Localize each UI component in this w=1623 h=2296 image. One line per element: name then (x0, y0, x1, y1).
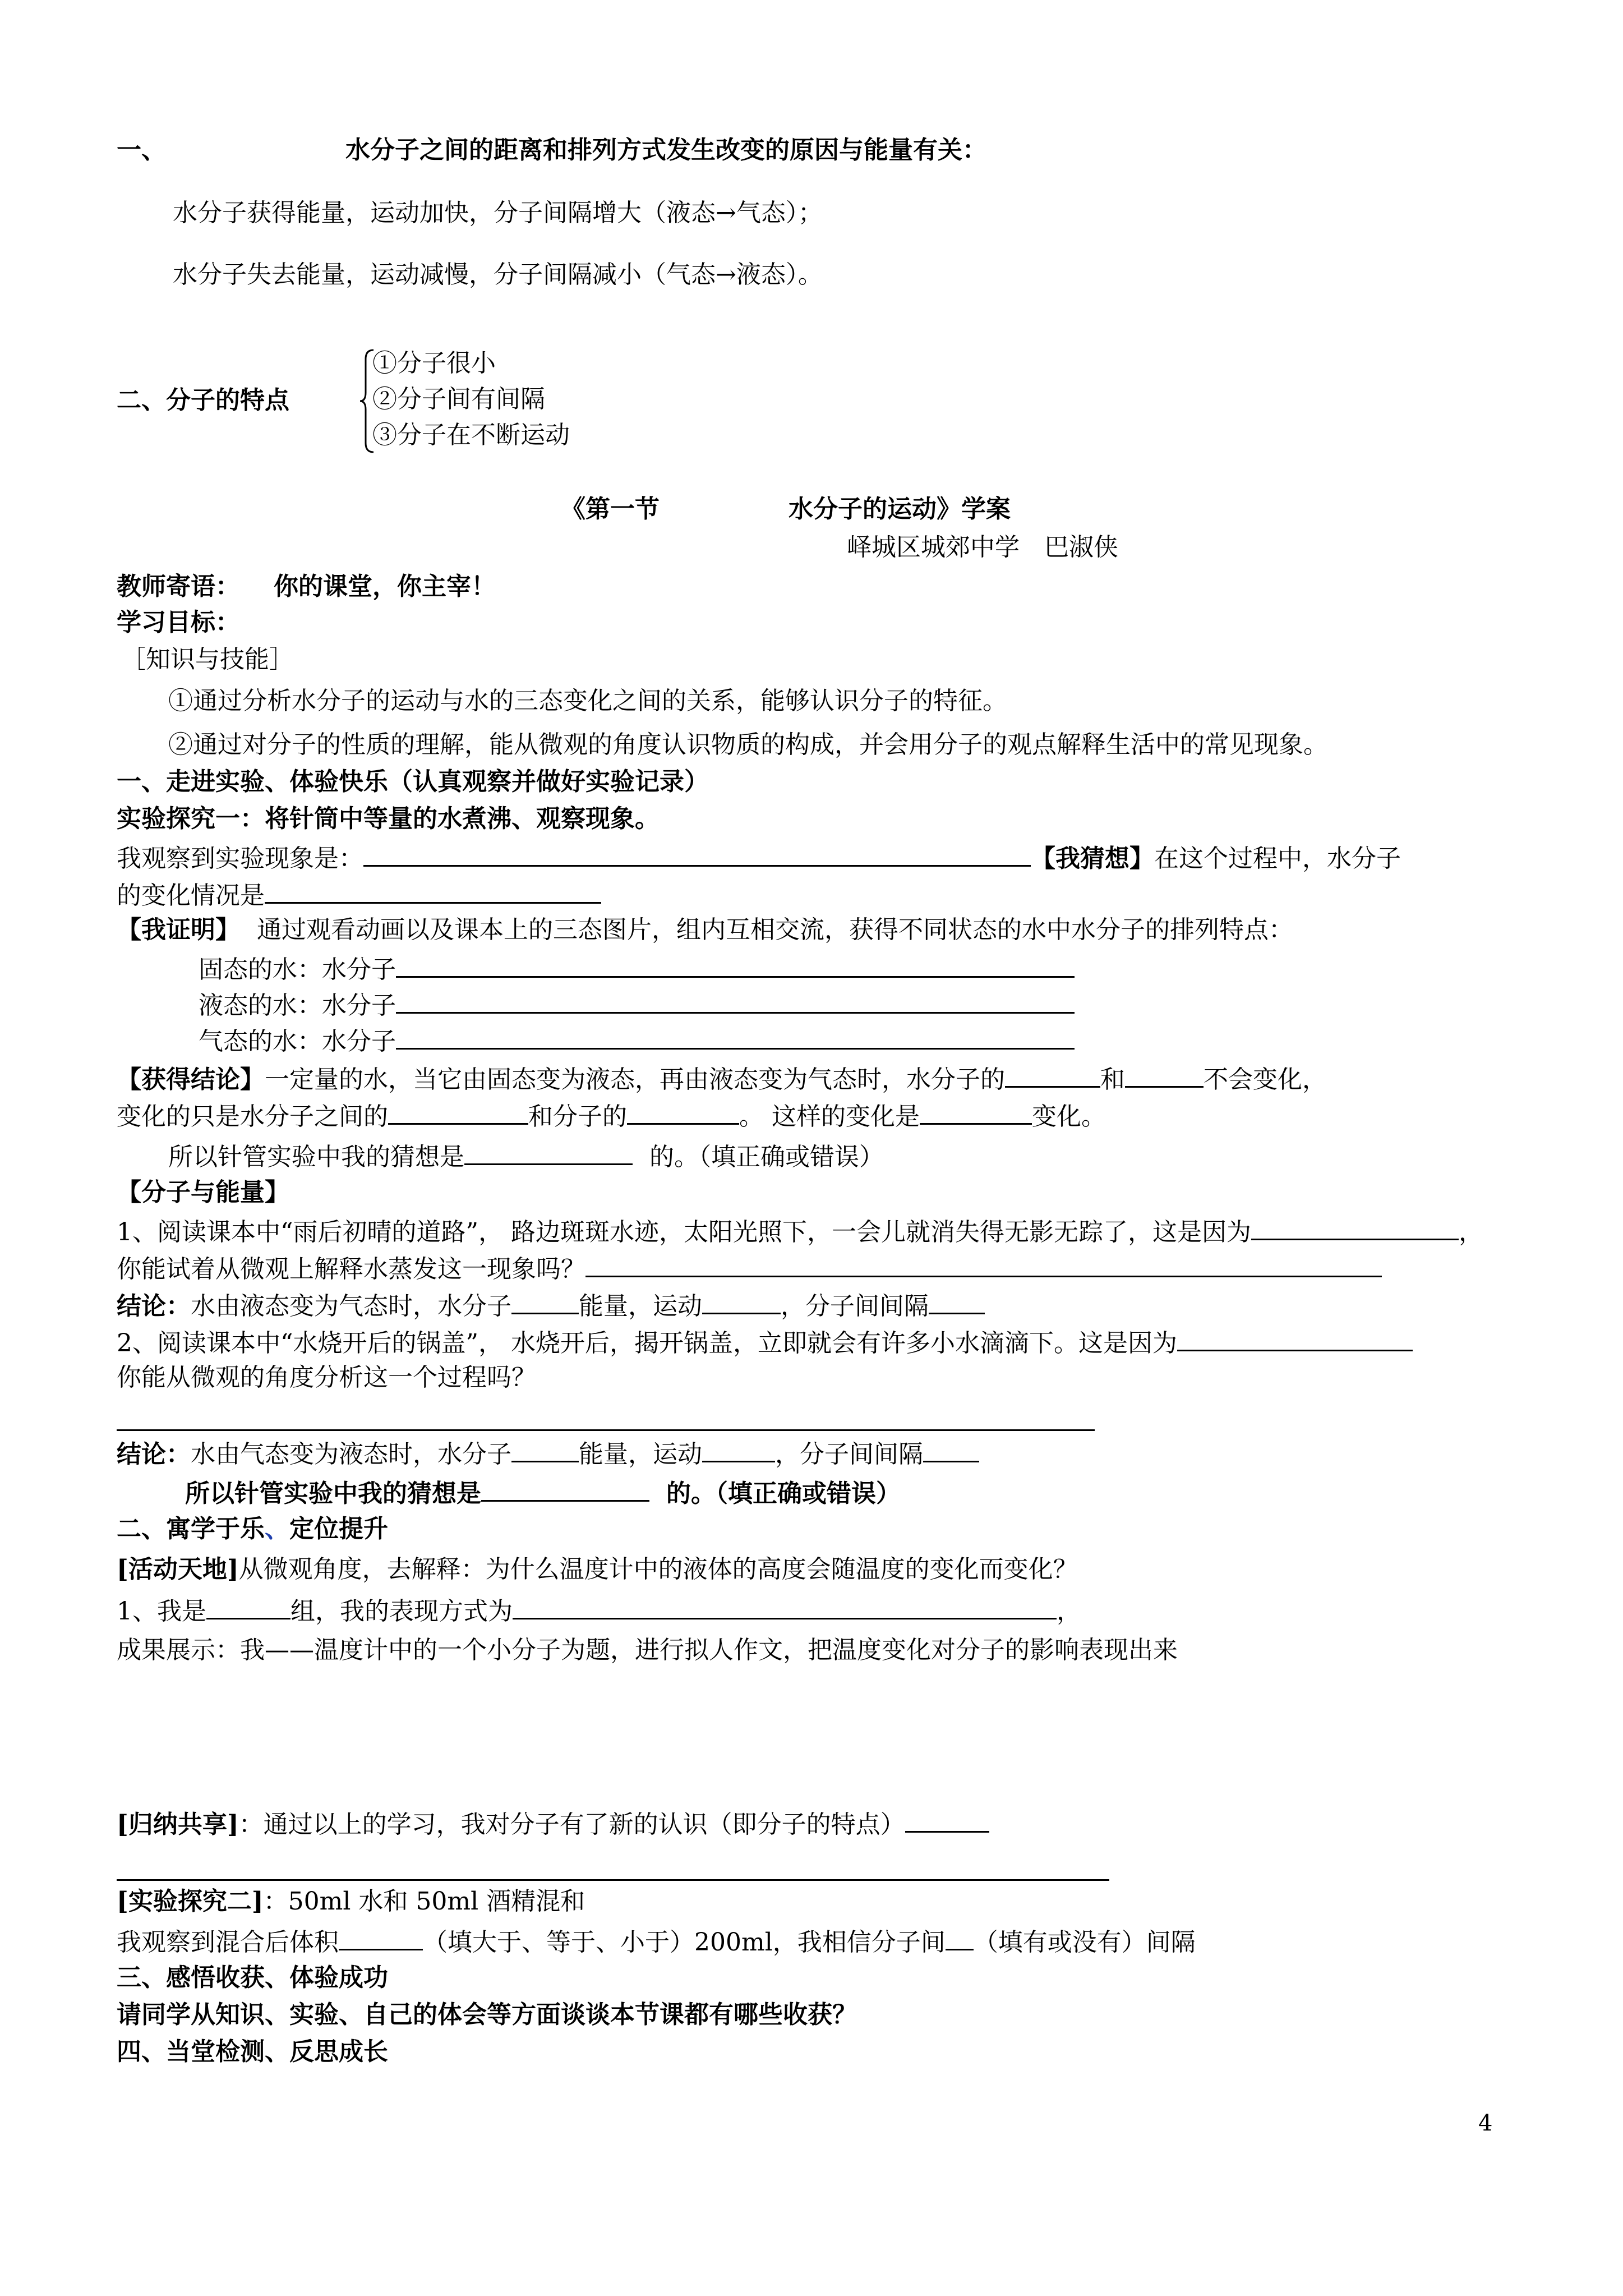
conclusion2-blank-1[interactable] (388, 1098, 528, 1125)
teacher-message-text: 你的课堂，你主宰！ (274, 572, 496, 601)
guess-text: 在这个过程中，水分子 (1154, 844, 1401, 873)
summary-answer-line[interactable] (117, 1879, 1109, 1881)
summary-line (117, 1806, 989, 1841)
guess-line2 (117, 877, 601, 912)
energy-q1b (117, 1251, 1382, 1285)
observe-label: 我观察到实验现象是： (117, 844, 363, 873)
energy-q2-text: 2、阅读课本中“水烧开后的锅盖”， 水烧开后，揭开锅盖，立即就会有许多小水滴滴下。这是因为 (117, 1329, 1177, 1358)
teacher-message-label: 教师寄语： (117, 572, 240, 601)
guess-verdict-blank[interactable] (464, 1139, 633, 1165)
conclusion-evaporation-blank-1[interactable] (511, 1288, 579, 1314)
feature-item-3: ③分子在不断运动 (372, 421, 570, 449)
goal-1: ①通过分析水分子的运动与水的三态变化之间的关系，能够认识分子的特征。 (168, 687, 1007, 715)
part3-heading: 三、感悟收获、体验成功 (117, 1963, 388, 1992)
conclusion-condensation-label: 结论： (117, 1440, 191, 1469)
guess-verdict2-text-a: 所以针管实验中我的猜想是 (185, 1479, 481, 1508)
conclusion-text-b: 和 (1100, 1065, 1125, 1094)
state-liquid (199, 987, 1075, 1022)
teacher-message (117, 571, 496, 602)
section1-line2: 水分子失去能量，运动减慢，分子间隔减小（气态→液态）。 (173, 260, 823, 289)
conclusion-tag: 【获得结论】 (117, 1065, 265, 1094)
experiment2-observe-a: 我观察到混合后体积 (117, 1928, 339, 1957)
results-show: 成果展示：我——温度计中的一个小分子为题，进行拟人作文，把温度变化对分子的影响表现出来 (117, 1636, 1178, 1664)
presentation-blank[interactable] (513, 1593, 1057, 1619)
experiment2-text: ：50ml 水和 50ml 酒精混和 (263, 1887, 585, 1916)
part2-heading-sep: 、 (265, 1515, 289, 1543)
guess-tag: 【我猜想】 (1031, 844, 1154, 873)
guess-verdict2-text-b: 的。（填正确或错误） (666, 1479, 901, 1508)
state-solid-label: 固态的水：水分子 (199, 955, 396, 984)
conclusion2-text-b: 和分子的 (528, 1102, 627, 1131)
energy-q2b: 你能从微观的角度分析这一个过程吗？ (117, 1363, 536, 1392)
volume-blank[interactable] (339, 1924, 423, 1950)
conclusion-line1 (117, 1061, 1327, 1096)
state-gas-label: 气态的水：水分子 (199, 1027, 396, 1056)
conclusion-condensation-text-c: ，分子间间隔 (775, 1440, 923, 1469)
experiment2-tag: [实验探究二] (117, 1887, 264, 1916)
state-liquid-blank[interactable] (396, 987, 1075, 1014)
conclusion-blank-2[interactable] (1125, 1061, 1204, 1088)
goals-subheading: ［知识与技能］ (121, 645, 294, 674)
conclusion-evaporation (117, 1288, 985, 1322)
part2-heading-b: 定位提升 (289, 1515, 388, 1543)
state-solid-blank[interactable] (396, 951, 1075, 978)
feature-item-2: ②分子间有间隔 (372, 385, 545, 413)
summary-blank[interactable] (905, 1806, 989, 1833)
energy-q1-blank[interactable] (1251, 1214, 1459, 1240)
conclusion-evaporation-blank-2[interactable] (702, 1288, 781, 1314)
part2-heading (117, 1513, 388, 1545)
conclusion2-text-d: 变化。 (1032, 1102, 1106, 1131)
guess-verdict2-blank[interactable] (481, 1475, 649, 1502)
activity-text: 从微观角度，去解释：为什么温度计中的液体的高度会随温度的变化而变化？ (238, 1555, 1078, 1584)
group-blank[interactable] (206, 1593, 291, 1619)
goals-label: 学习目标： (117, 608, 240, 637)
conclusion2-text-c: 。 这样的变化是 (739, 1102, 920, 1131)
state-solid (199, 951, 1075, 986)
gap-blank[interactable] (946, 1924, 974, 1950)
experiment2-observe (117, 1924, 1196, 1958)
conclusion-text-c: 不会变化， (1204, 1065, 1327, 1094)
section2-title: 二、分子的特点 (117, 386, 289, 415)
conclusion-evaporation-text-c: ，分子间间隔 (781, 1292, 929, 1320)
conclusion-condensation-blank-2[interactable] (702, 1436, 775, 1462)
energy-q1b-text: 你能试着从微观上解释水蒸发这一现象吗？ (117, 1255, 585, 1283)
energy-q2 (117, 1325, 1413, 1359)
conclusion-evaporation-text-b: 能量，运动 (579, 1292, 702, 1320)
experiment1-title: 实验探究一：将针筒中等量的水煮沸、观察现象。 (117, 804, 660, 833)
guess-verdict-line (168, 1139, 884, 1173)
energy-q1-text: 1、阅读课本中“雨后初晴的道路”， 路边斑斑水迹，太阳光照下，一会儿就消失得无影无踪了，这是因为 (117, 1218, 1251, 1246)
energy-q2-blank[interactable] (1177, 1325, 1413, 1351)
lesson-title-part1: 《第一节 (561, 495, 660, 523)
group-text-a: 1、我是 (117, 1597, 206, 1626)
part1-heading: 一、走进实验、体验快乐（认真观察并做好实验记录） (117, 767, 709, 796)
state-gas (199, 1023, 1075, 1057)
conclusion-evaporation-label: 结论： (117, 1292, 191, 1320)
conclusion-condensation-blank-1[interactable] (511, 1436, 579, 1462)
observe-blank[interactable] (363, 840, 1031, 867)
part3-text: 请同学从知识、实验、自己的体会等方面谈谈本节课都有哪些收获？ (117, 2000, 857, 2029)
state-gas-blank[interactable] (396, 1023, 1075, 1050)
activity-tag: [活动天地] (117, 1555, 239, 1584)
author-line: 峄城区城郊中学 巴淑侠 (847, 533, 1118, 562)
part4-heading: 四、当堂检测、反思成长 (117, 2037, 388, 2066)
conclusion-text-a: 一定量的水，当它由固态变为液态，再由液态变为气态时，水分子的 (265, 1065, 1005, 1094)
energy-tag: 【分子与能量】 (117, 1178, 289, 1207)
conclusion-condensation (117, 1436, 979, 1470)
state-liquid-label: 液态的水：水分子 (199, 991, 396, 1020)
conclusion-condensation-blank-3[interactable] (923, 1436, 979, 1462)
conclusion-condensation-text-a: 水由气态变为液态时，水分子 (191, 1440, 511, 1469)
lesson-title (561, 494, 1011, 525)
guess-blank[interactable] (265, 877, 601, 904)
prove-tag: 【我证明】 (117, 915, 240, 944)
group-text-b: 组，我的表现方式为 (291, 1597, 513, 1626)
section1-line1: 水分子获得能量，运动加快，分子间隔增大（液态→气态）； (173, 199, 823, 227)
conclusion-line2 (117, 1098, 1106, 1133)
guess-verdict2-line (185, 1475, 901, 1510)
observe-line (117, 840, 1401, 875)
guess-verdict-text-a: 所以针管实验中我的猜想是 (168, 1143, 464, 1171)
section1-heading (117, 135, 987, 166)
lesson-title-part2: 水分子的运动》学案 (789, 495, 1011, 523)
prove-line (117, 914, 1293, 946)
answer-line[interactable] (117, 1429, 1095, 1431)
conclusion-blank-1[interactable] (1005, 1061, 1100, 1088)
group-text-c: ， (1057, 1597, 1081, 1626)
section1-title: 水分子之间的距离和排列方式发生改变的原因与能量有关： (345, 136, 987, 164)
summary-tag: [归纳共享] (117, 1810, 239, 1839)
activity-line (117, 1554, 1078, 1585)
energy-q1 (117, 1214, 1483, 1248)
page-number: 4 (1478, 2110, 1493, 2136)
part2-heading-a: 二、寓学于乐 (117, 1515, 265, 1543)
prove-text: 通过观看动画以及课本上的三态图片，组内互相交流，获得不同状态的水中水分子的排列特点： (257, 915, 1293, 944)
energy-q1-comma: ， (1458, 1218, 1483, 1246)
feature-item-1: ①分子很小 (372, 349, 496, 378)
guess-verdict-text-b: 的。（填正确或错误） (649, 1143, 884, 1171)
conclusion2-blank-3[interactable] (920, 1098, 1032, 1125)
conclusion2-text-a: 变化的只是水分子之间的 (117, 1102, 388, 1131)
summary-text: ：通过以上的学习，我对分子有了新的认识（即分子的特点） (238, 1810, 905, 1839)
experiment2-observe-c: （填有或没有）间隔 (973, 1928, 1196, 1957)
guess-line2-label: 的变化情况是 (117, 881, 265, 910)
experiment2-line (117, 1886, 585, 1917)
conclusion-evaporation-blank-3[interactable] (929, 1288, 985, 1314)
conclusion-evaporation-text-a: 水由液态变为气态时，水分子 (191, 1292, 511, 1320)
conclusion-condensation-text-b: 能量，运动 (579, 1440, 702, 1469)
goal-2: ②通过对分子的性质的理解，能从微观的角度认识物质的构成，并会用分子的观点解释生活中的常见现象。 (168, 730, 1328, 759)
experiment2-observe-b: （填大于、等于、小于）200ml，我相信分子间 (423, 1928, 946, 1957)
group-line (117, 1593, 1081, 1627)
section1-number: 一、 (117, 136, 166, 164)
conclusion2-blank-2[interactable] (627, 1098, 739, 1125)
energy-q1b-blank[interactable] (585, 1251, 1382, 1277)
